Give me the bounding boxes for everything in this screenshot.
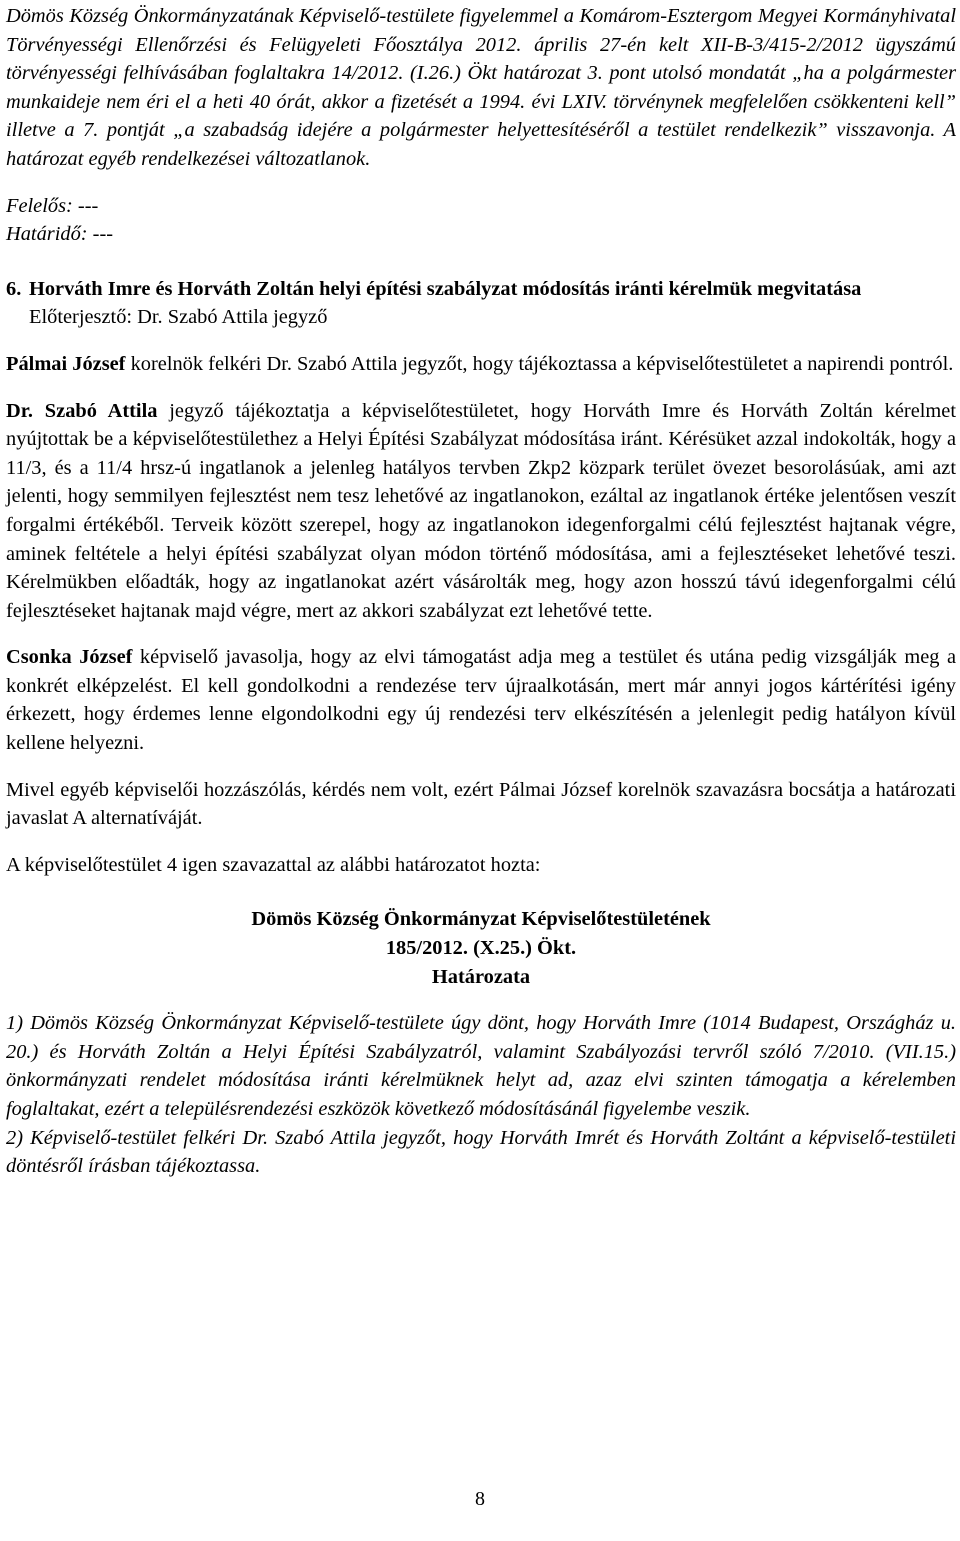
deadline-line: Határidő: --- [6,223,114,246]
agenda-item-presenter: Előterjesztő: Dr. Szabó Attila jegyző [29,306,328,329]
resolution-body-title: Dömös Község Önkormányzat Képviselőtestületének [251,908,711,931]
speaker-name: Dr. Szabó Attila [6,399,158,422]
paragraph-text: jegyző tájékoztatja a képviselőtestületet, hogy Horváth Imre és Horváth Zoltán kérelmet nyújtottak be a képviselőtestülethez a Helyi Építési Szabályzat módosítása iránt. Kérésüket azzal indokolták, hogy a 11/3, és a 11/4 hrsz-ú ingatlanok a jelenleg hatályos tervben Zkp2 közpark terület övezet besorolásúak, ami azt jelenti, hogy semmilyen fejlesztést nem tesz lehetővé az ingatlanokon, ezáltal az ingatlanok értéke jelentősen veszít forgalmi értékéből. Terveik között szerepel, hogy az ingatlanokon idegenforgalmi célú fejlesztést hajtanak végre, aminek feltétele a helyi építési szabályzat olyan módon történő módosítása, ami a fejlesztéseket lehetővé teszi. Kérelmükben előadták, hogy az ingatlanokat azért vásárolták meg, hogy azon hosszú távú idegenforgalmi célú fejlesztéseket hajtanak majd végre, mert az akkori szabályzat ezt lehetővé tette. [6,399,956,622]
resolution-item-1: 1) Dömös Község Önkormányzat Képviselő-testülete úgy dönt, hogy Horváth Imre (1014 Budapest, Országház u. 20.) és Horváth Zoltán a Helyi Építési Szabályzatról, valamint Szabályozási tervről szóló 7/2010. (VII.15.) önkormányzati rendelet módosítása iránti kérelmüknek helyt ad, azaz elvi szinten támogatja a kérelemben foglaltakat, ezért a településrendezési eszközök következő módosításánál figyelembe veszik. [6,1012,956,1120]
agenda-item-number: 6. [6,277,22,300]
document-page [6,2,956,1181]
paragraph-voting: Mivel egyéb képviselői hozzászólás, kérdés nem volt, ezért Pálmai József korelnök szavazásra bocsátja a határozati javaslat A alternatíváját. [6,778,956,830]
speaker-name: Pálmai József [6,352,126,375]
resolution-item-2: 2) Képviselő-testület felkéri Dr. Szabó Attila jegyzőt, hogy Horváth Imrét és Horváth Zoltánt a képviselő-testületi döntésről írásban tájékoztassa. [6,1126,956,1178]
paragraph-palmai [6,350,956,379]
paragraph-csonka [6,643,956,757]
paragraph-vote-result: A képviselőtestület 4 igen szavazattal az alábbi határozatot hozta: [6,853,541,876]
intro-paragraph: Dömös Község Önkormányzatának Képviselő-testülete figyelemmel a Komárom-Esztergom Megyei Kormányhivatal Törvényességi Ellenőrzési és Felügyeleti Főosztálya 2012. április 27-én kelt XII-B-3/415-2/2012 ügyszámú törvényességi felhívásában foglaltakra 14/2012. (I.26.) Ökt határozat 3. pont utolsó mondatát „ha a polgármester munkaideje nem éri el a heti 40 órát, akkor a fizetését a 1994. évi LXIV. törvénynek megfelelően csökkenteni kell” illetve a 7. pontját „a szabadság idejére a polgármester helyettesítéséről a testület rendelkezik” visszavonja. A határozat egyéb rendelkezései változatlanok. [6,5,956,170]
resolution-number: 185/2012. (X.25.) Ökt. [385,937,577,960]
paragraph-szabo [6,397,956,626]
paragraph-text: korelnök felkéri Dr. Szabó Attila jegyzőt, hogy tájékoztassa a képviselőtestületet a napirendi pontról. [125,352,954,375]
resolution-heading: Határozata [431,965,531,988]
speaker-name: Csonka József [6,646,133,669]
page-number: 8 [475,1488,485,1510]
paragraph-text: képviselő javasolja, hogy az elvi támogatást adja meg a testület és utána pedig vizsgálják meg a konkrét elképzelést. El kell gondolkodni a rendezése terv újraalkotásán, mert már annyi jogos kártérítési igény érkezett, hogy érdemes lenne elgondolkodni egy új rendezési terv elkészítésén a jelenlegit pedig hatályon kívül kellene helyezni. [6,646,956,755]
agenda-item-heading [6,275,956,304]
responsible-line: Felelős: --- [6,194,99,217]
agenda-item-title: Horváth Imre és Horváth Zoltán helyi építési szabályzat módosítás iránti kérelmük megvitatása [29,277,862,300]
